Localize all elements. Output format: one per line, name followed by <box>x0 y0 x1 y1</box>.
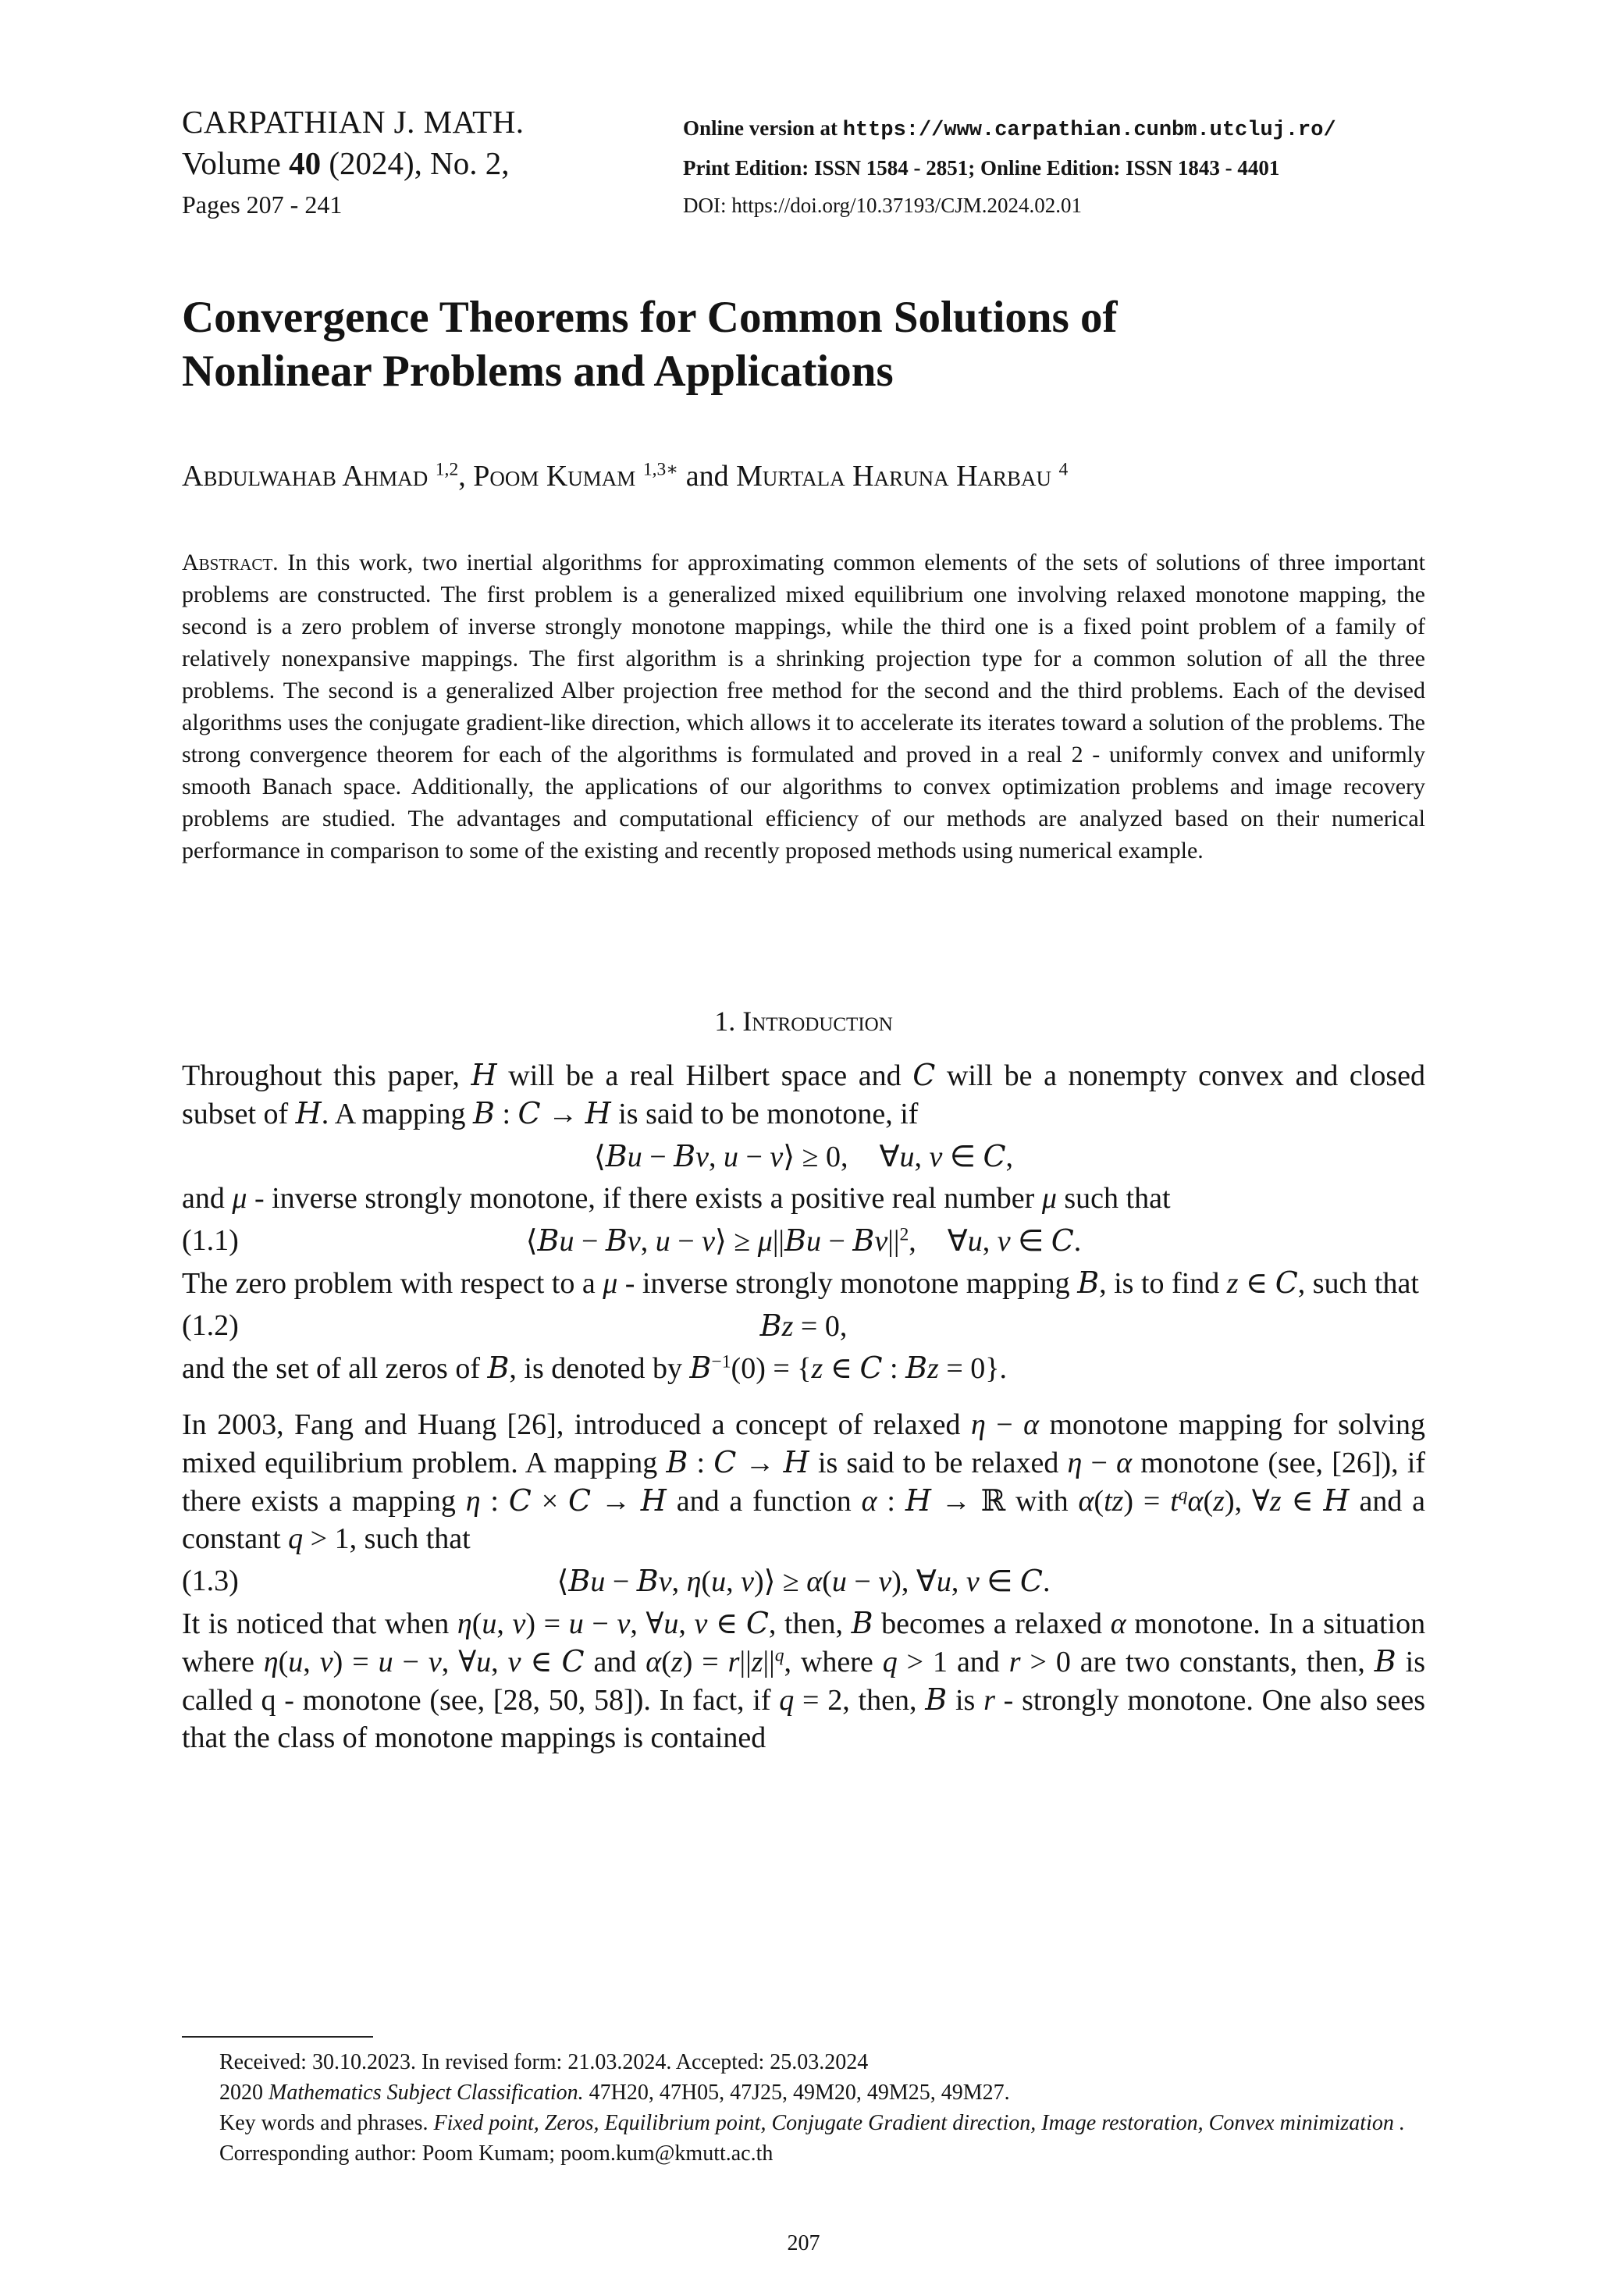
equation: ⟨Bu − Bv, u − v⟩ ≥ 0, ∀u, v ∈ C, <box>593 1139 1014 1173</box>
keywords: Key words and phrases. Fixed point, Zeros, Equilibrium point, Conjugate Gradient direction, Image restoration, Convex minimization . <box>219 2111 1405 2135</box>
equation-number: (1.1) <box>182 1224 239 1257</box>
equation-1-3: (1.3) ⟨Bu − Bv, η(u, v)⟩ ≥ α(u − v), ∀u, v ∈ C. <box>182 1557 1425 1604</box>
author-1: Abdulwahab Ahmad <box>182 460 429 493</box>
equation-number: (1.2) <box>182 1309 239 1342</box>
journal-pages: Pages 207 - 241 <box>182 190 343 219</box>
corresponding-author: Corresponding author: Poom Kumam; poom.kum@kmutt.ac.th <box>219 2141 774 2166</box>
msc-classification: 2020 Mathematics Subject Classification. 47H20, 47H05, 47J25, 49M20, 49M25, 49M27. <box>219 2081 1010 2105</box>
paragraph: and the set of all zeros of B, is denoted by $B^{-1}(0) = \{z$ ∈ C : Bz = 0}. <box>182 1351 1008 1385</box>
journal-header <box>182 101 619 225</box>
paragraph: In 2003, Fang and Huang [26], introduced a concept of relaxed η − α monotone mapping for solving mixed equilibrium problem. A mapping B : C → H is said to be relaxed η − α monotone (see, [26]), if there exists a mapping η : C × C → H and a function α : H → ℝ with $\alpha(tz) = t^q\alpha(z)$, ∀z ∈ H and a constant q > 1, such that <box>182 1408 1426 1555</box>
received-dates: Received: 30.10.2023. In revised form: 21.03.2024. Accepted: 25.03.2024 <box>219 2050 869 2074</box>
paragraph: and μ - inverse strongly monotone, if there exists a positive real number μ such that <box>182 1182 1171 1215</box>
abstract-text: In this work, two inertial algorithms for approximating common elements of the sets of solutions of three important problems are constructed. The first problem is a generalized mixed equilibrium one involving relaxed monotone mapping, the second is a zero problem of inverse strongly monotone mappings, while the third one is a fixed point problem of a family of relatively nonexpansive mappings. The first algorithm is a shrinking projection type for a common solution of all the three problems. The second is a generalized Alber projection free method for the second and the third problems. Each of the devised algorithms uses the conjugate gradient-like direction, which allows it to accelerate its iterates toward a solution of the problems. The strong convergence theorem for each of the algorithms is formulated and proved in a real 2 - uniformly convex and uniformly smooth Banach space. Additionally, the applications of our algorithms to convex optimization problems and image recovery problems are studied. The advantages and computational efficiency of our methods are analyzed based on their numerical performance in comparison to some of the existing and recently proposed methods using numerical example. <box>182 550 1426 863</box>
online-url-link[interactable]: https://www.carpathian.cunbm.utcluj.ro/ <box>842 119 1336 142</box>
author-list: Abdulwahab Ahmad $^{1,2}$, Poom Kumam $^{1,3∗}$ and Murtala Haruna Harbau $^4$ <box>182 459 1069 493</box>
online-version: Online version at https://www.carpathian.cunbm.utcluj.ro/ <box>683 116 1336 142</box>
equation-1-2: (1.2) Bz = 0, <box>182 1302 1425 1349</box>
author-2: Poom Kumam <box>473 460 636 493</box>
paper-title: Convergence Theorems for Common Solutions of Nonlinear Problems and Applications <box>182 293 1118 396</box>
publication-info <box>683 109 1464 224</box>
paragraph: The zero problem with respect to a μ - inverse strongly monotone mapping B, is to find z ∈ C, such that <box>182 1265 1419 1300</box>
doi-line[interactable]: DOI: https://doi.org/10.37193/CJM.2024.02.01 <box>683 194 1083 217</box>
author-3: Murtala Haruna Harbau <box>736 460 1052 493</box>
equation-1-1: (1.1) ⟨Bu − Bv, u − v⟩ ≥ $\mu||Bu - Bv||^2$, ∀u, v ∈ C. <box>182 1217 1425 1264</box>
abstract-label: Abstract. <box>182 550 279 575</box>
abstract <box>182 546 1425 867</box>
journal-volume: Volume 40 (2024), No. 2, <box>182 145 510 181</box>
journal-name: CARPATHIAN J. MATH. <box>182 104 525 140</box>
footnotes <box>182 2047 1425 2169</box>
body-text <box>182 1056 1425 1757</box>
footnote-divider <box>182 2036 373 2038</box>
paragraph: Throughout this paper, H will be a real Hilbert space and C will be a nonempty convex and closed subset of H. A mapping B : C → H is said to be monotone, if <box>182 1058 1426 1130</box>
equation-number: (1.3) <box>182 1564 239 1597</box>
issn-line: Print Edition: ISSN 1584 - 2851; Online Edition: ISSN 1843 - 4401 <box>683 156 1280 180</box>
paragraph: It is noticed that when η(u, v) = u − v, ∀u, v ∈ C, then, B becomes a relaxed α monotone. In a situation where η(u, v) = u − v, ∀u, v ∈ C and $\alpha(z) = r||z||^q$, where q > 1 and r > 0 are two constants, then, B is called q - monotone (see, [28, 50, 58]). In fact, if q = 2, then, B is r - strongly monotone. One also sees that the class of monotone mappings is contained <box>182 1606 1426 1754</box>
section-heading: 1. Introduction <box>714 1006 893 1037</box>
page-number: 207 <box>787 2231 820 2255</box>
